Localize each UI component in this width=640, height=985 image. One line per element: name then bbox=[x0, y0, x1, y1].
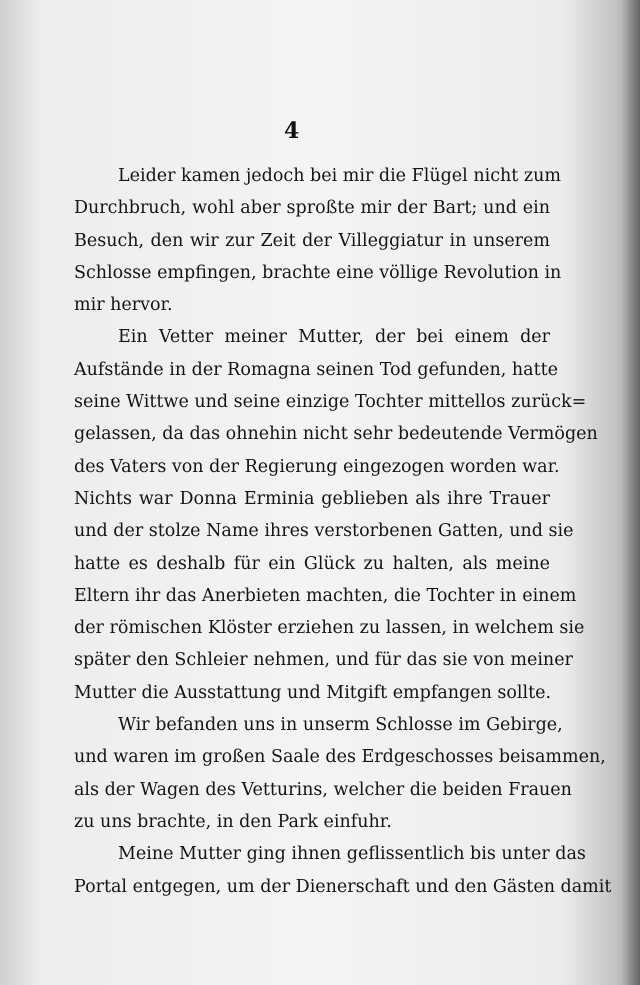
text-line: der römischen Klöster erziehen zu lassen, in welchem sie bbox=[74, 618, 585, 639]
body-text bbox=[74, 160, 612, 903]
text-line: mir hervor. bbox=[74, 295, 173, 316]
text-line: Wir befanden uns in unserm Schlosse im Gebirge, bbox=[118, 715, 563, 736]
text-line: Schlosse empfingen, brachte eine völlige Revolution in bbox=[74, 262, 562, 283]
text-line: zu uns brachte, in den Park einfuhr. bbox=[74, 811, 392, 832]
text-line: seine Wittwe und seine einzige Tochter mittellos zurück= bbox=[74, 392, 587, 413]
text-line: Durchbruch, wohl aber sproßte mir der Bart; und ein bbox=[74, 198, 550, 219]
text-line: Eltern ihr das Anerbieten machten, die Tochter in einem bbox=[74, 585, 577, 606]
text-line: Meine Mutter ging ihnen geflissentlich bis unter das bbox=[118, 844, 586, 865]
text-line: Portal entgegen, um der Dienerschaft und den Gästen damit bbox=[74, 876, 612, 897]
text-line: des Vaters von der Regierung eingezogen worden war. bbox=[74, 456, 560, 477]
text-line: gelassen, da das ohnehin nicht sehr bedeutende Vermögen bbox=[74, 424, 598, 445]
text-line: Ein Vetter meiner Mutter, der bei einem der bbox=[118, 327, 550, 348]
page-number: 4 bbox=[284, 118, 300, 144]
text-line: und waren im großen Saale des Erdgeschosses beisammen, bbox=[74, 747, 606, 768]
text-line: Mutter die Ausstattung und Mitgift empfangen sollte. bbox=[74, 682, 552, 703]
text-line: Aufstände in der Romagna seinen Tod gefunden, hatte bbox=[74, 359, 559, 380]
text-line: und der stolze Name ihres verstorbenen Gatten, und sie bbox=[74, 521, 574, 542]
text-line: Leider kamen jedoch bei mir die Flügel nicht zum bbox=[118, 166, 561, 186]
text-line: hatte es deshalb für ein Glück zu halten, als meine bbox=[74, 553, 550, 574]
text-line: Besuch, den wir zur Zeit der Villeggiatur in unserem bbox=[74, 230, 550, 251]
text-line: Nichts war Donna Erminia geblieben als ihre Trauer bbox=[74, 488, 550, 509]
page-edge-shadow bbox=[622, 0, 640, 985]
text-line: später den Schleier nehmen, und für das sie von meiner bbox=[74, 650, 573, 671]
text-line: als der Wagen des Vetturins, welcher die beiden Frauen bbox=[74, 779, 572, 800]
